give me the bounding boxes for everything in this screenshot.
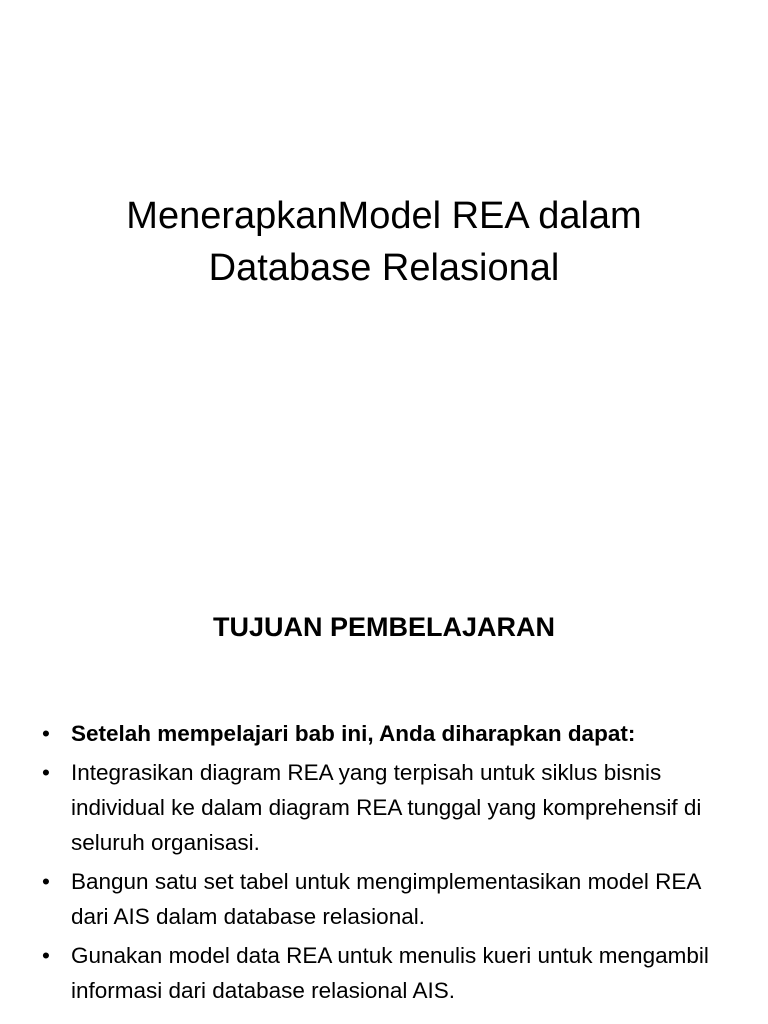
- list-item: [40, 755, 732, 860]
- slide-title-line-1: MenerapkanModel REA dalam: [126, 195, 642, 237]
- list-item-text: Integrasikan diagram REA yang terpisah untuk siklus bisnis individual ke dalam diagram REA tunggal yang komprehensif di seluruh organisasi.: [71, 760, 702, 855]
- objectives-slide: [0, 576, 768, 1024]
- objectives-heading: TUJUAN PEMBELAJARAN: [212, 612, 556, 642]
- bullet-icon: •: [42, 943, 50, 968]
- list-item-text: Bangun satu set tabel untuk mengimplementasikan model REA dari AIS dalam database relasional.: [71, 869, 701, 929]
- list-item: [40, 864, 732, 934]
- bullet-icon: •: [42, 760, 50, 785]
- list-item-text: Setelah mempelajari bab ini, Anda diharapkan dapat:: [71, 721, 636, 746]
- list-item-text: Gunakan model data REA untuk menulis kueri untuk mengambil informasi dari database relasional AIS.: [71, 943, 709, 1003]
- list-item: [40, 716, 732, 751]
- objectives-list: [40, 716, 732, 1012]
- bullet-icon: •: [42, 721, 50, 746]
- slide-title-line-2: Database Relasional: [208, 247, 560, 289]
- slide-title: [40, 190, 728, 294]
- bullet-icon: •: [42, 869, 50, 894]
- list-item: [40, 938, 732, 1008]
